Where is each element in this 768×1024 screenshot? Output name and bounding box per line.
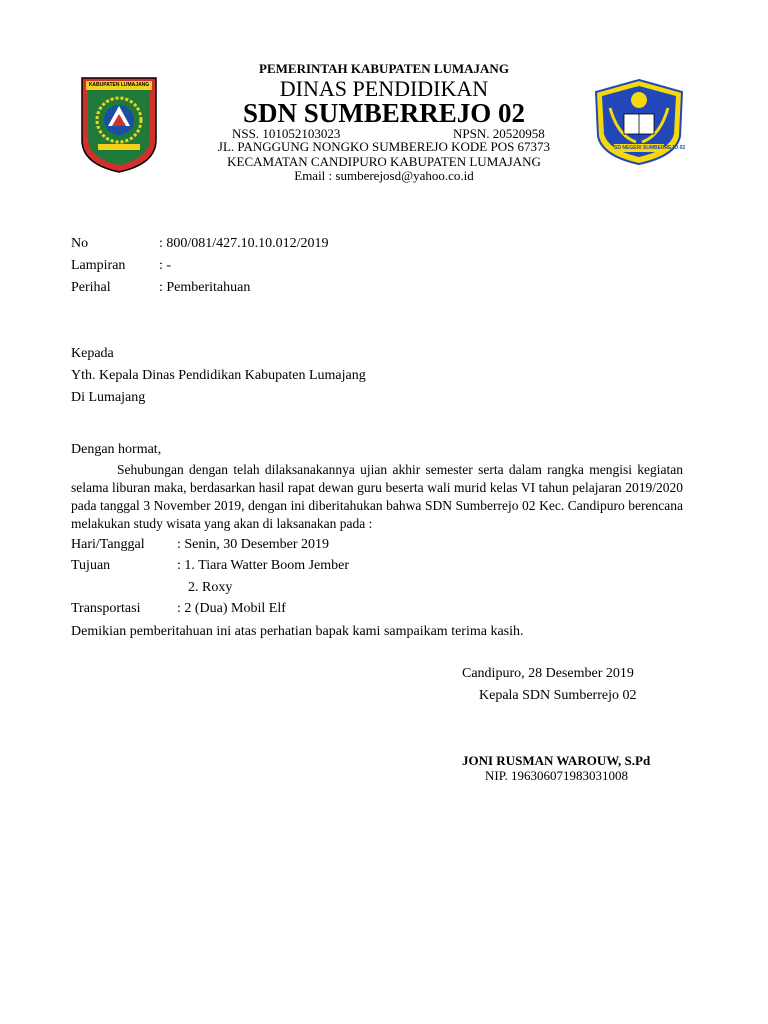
school-name-heading: SDN SUMBERREJO 02 [242, 98, 526, 128]
hari-value: : Senin, 30 Desember 2019 [177, 537, 330, 552]
lampiran-label: Lampiran [71, 258, 126, 273]
agency-heading: DINAS PENDIDIKAN [279, 76, 489, 101]
signer-name: JONI RUSMAN WAROUW, S.Pd [462, 753, 651, 768]
place-date: Candipuro, 28 Desember 2019 [462, 666, 634, 681]
right-logo-banner: SD NEGERI SUMBERREJO 02 [614, 145, 686, 151]
tujuan-label: Tujuan [71, 558, 111, 573]
lampiran-value: : - [159, 258, 172, 273]
perihal-value: : Pemberitahuan [159, 280, 251, 295]
npsn-number: NPSN. 20520958 [453, 126, 545, 141]
recipient-location: Di Lumajang [71, 390, 146, 405]
hari-label: Hari/Tanggal [71, 537, 145, 552]
school-district: KECAMATAN CANDIPURO KABUPATEN LUMAJANG [227, 154, 541, 169]
school-email: Email : sumberejosd@yahoo.co.id [294, 168, 474, 183]
closing-sentence: Demikian pemberitahuan ini atas perhatian bapak kami sampaikam terima kasih. [71, 624, 524, 639]
body-paragraph: Sehubungan dengan telah dilaksanakannya ujian akhir semester serta dalam rangka mengisi kegiatan selama liburan maka, berdasarkan hasil rapat dewan guru beserta wali murid kelas VI tahun pelajaran 2019/2020 pada tanggal 3 November 2019, dengan ini diberitahukan bahwa SDN Sumberrejo 02 Kec. Candipuro berencana melakukan study wisata yang akan di laksanakan pada : [71, 462, 683, 531]
signer-nip: NIP. 196306071983031008 [485, 768, 629, 783]
greeting: Dengan hormat, [71, 442, 162, 457]
school-address: JL. PANGGUNG NONGKO SUMBEREJO KODE POS 67373 [217, 139, 551, 154]
no-label: No [71, 236, 89, 251]
no-value: : 800/081/427.10.10.012/2019 [159, 236, 329, 251]
tujuan-value-1: : 1. Tiara Watter Boom Jember [177, 558, 350, 573]
recipient-addressee: Yth. Kepala Dinas Pendidikan Kabupaten Lumajang [71, 368, 366, 383]
recipient-kepada: Kepada [71, 346, 114, 361]
transport-value: : 2 (Dua) Mobil Elf [177, 601, 286, 616]
left-logo-banner: KABUPATEN LUMAJANG [88, 82, 150, 88]
signer-position: Kepala SDN Sumberrejo 02 [479, 688, 637, 703]
perihal-label: Perihal [71, 280, 111, 295]
tujuan-value-2: 2. Roxy [188, 580, 233, 595]
nss-number: NSS. 101052103023 [232, 126, 341, 141]
government-heading: PEMERINTAH KABUPATEN LUMAJANG [259, 61, 509, 76]
transport-label: Transportasi [71, 601, 141, 616]
